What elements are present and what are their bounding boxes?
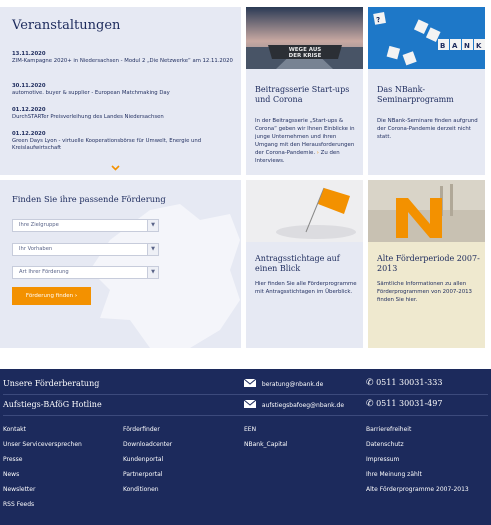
footer-link-foerderfinder[interactable]: Förderfinder [123,426,160,433]
footer-link-barrierefreiheit[interactable]: Barrierefreiheit [366,426,412,433]
bank-letters-image [368,7,485,69]
startups-tile[interactable] [246,7,363,175]
letter-n-image [368,180,485,242]
old-period-text: Sämtliche Informationen zu allen Förderprogrammen von 2007-2013 finden Sie hier. [377,281,472,303]
deadlines-text: Hier finden Sie alle Förderprogramme mit Antragsstichtagen im Überblick. [255,281,357,295]
footer-link-presse[interactable]: Presse [3,456,23,463]
events-panel [0,7,241,175]
bafoeg-email: aufstiegsbafoeg@nbank.de [261,402,345,409]
footer-link-rss[interactable]: RSS Feeds [3,501,35,508]
event-item[interactable] [12,51,236,65]
footer-link-datenschutz[interactable]: Datenschutz [366,441,404,448]
seminar-title: Das NBank-Seminarprogramm [377,85,454,104]
footer-link-meinung[interactable]: Ihre Meinung zählt [366,471,422,478]
footer-link-alte-programme[interactable]: Alte Förderprogramme 2007-2013 [366,486,469,493]
project-select[interactable] [12,243,159,256]
target-group-value: Ihre Zielgruppe [19,222,59,228]
bafoeg-phone: 0511 30031-497 [376,399,443,408]
phone-icon: ✆ [366,378,374,388]
event-item[interactable] [12,107,236,121]
footer-link-service[interactable]: Unser Serviceversprechen [3,441,82,448]
bafoeg-email-link[interactable] [244,400,344,410]
deadlines-tile[interactable] [246,180,363,348]
old-period-title: Alte Förderperiode 2007-2013 [377,254,480,273]
event-date: 13.11.2020 [12,51,46,57]
chevron-right-icon: › [74,293,78,299]
seminar-text: Die NBank-Seminare finden aufgrund der Corona-Pandemie derzeit nicht statt. [377,118,478,140]
svg-text:WEGE AUS: WEGE AUS [288,47,322,53]
road-sign-image [246,7,363,69]
event-text: ZIM-Kampagne 2020+ in Niedersachsen - Modul 2 „Die Netzwerke“ am 12.11.2020 [12,58,233,64]
funding-finder-panel [0,180,241,348]
svg-text:DER KRISE: DER KRISE [288,53,322,59]
project-value: Ihr Vorhaben [19,246,53,252]
events-title: Veranstaltungen [12,18,121,33]
startups-text [255,117,359,165]
phone-icon: ✆ [366,399,374,409]
deadlines-title: Antragsstichtage auf einen Blick [255,254,340,273]
find-funding-button[interactable] [12,287,91,305]
footer-link-newsletter[interactable]: Newsletter [3,486,36,493]
footer-divider [3,415,488,416]
footer-link-nbank-capital[interactable]: NBank_Capital [244,441,288,448]
target-group-select[interactable] [12,219,159,232]
startups-title: Beitragsserie Start-ups und Corona [255,85,350,104]
footer-link-impressum[interactable]: Impressum [366,456,400,463]
footer-link-partnerportal[interactable]: Partnerportal [123,471,163,478]
event-item[interactable] [12,131,236,152]
advice-email-link[interactable] [244,379,323,389]
caret-down-icon: ▼ [147,220,158,231]
footer-link-downloadcenter[interactable]: Downloadcenter [123,441,173,448]
funding-type-select[interactable] [12,266,159,279]
envelope-icon [244,400,256,410]
footer-link-konditionen[interactable]: Konditionen [123,486,159,493]
bafoeg-phone-link[interactable] [366,399,442,409]
caret-down-icon: ▼ [147,244,158,255]
svg-text:A: A [452,42,458,50]
startups-text-body: In der Beitragsserie „Start-ups & Corona“ geben wir Ihnen Einblicke in junge Unternehmen und ihren Umgang mit den Herausforderungen der Corona-Pandemie. [255,118,355,156]
envelope-icon [244,379,256,389]
bafoeg-label: Aufstiegs-BAföG Hotline [3,400,102,409]
footer-divider [3,394,488,395]
svg-text:?: ? [375,15,382,25]
footer-link-news[interactable]: News [3,471,20,478]
svg-text:N: N [464,42,470,50]
caret-down-icon: ▼ [147,267,158,278]
advice-phone-link[interactable] [366,378,442,388]
svg-text:B: B [440,42,446,50]
funding-type-value: Art Ihrer Förderung [19,269,69,275]
event-date: 30.11.2020 [12,83,46,89]
finder-title: Finden Sie ihre passende Förderung [12,194,166,204]
chevron-down-icon[interactable] [111,165,120,173]
seminar-tile[interactable] [368,7,485,175]
footer [0,369,491,525]
event-text: automotive. buyer & supplier - European Matchmaking Day [12,90,170,96]
event-date: 01.12.2020 [12,107,46,113]
event-text: DurchSTARTer Preisverleihung des Landes Niedersachsen [12,114,164,120]
find-funding-label: Förderung finden [25,293,74,299]
advice-phone: 0511 30031-333 [376,378,443,387]
advice-label: Unsere Förderberatung [3,379,100,388]
footer-link-kontakt[interactable]: Kontakt [3,426,26,433]
event-item[interactable] [12,83,236,97]
flag-image [246,180,363,242]
advice-email: beratung@nbank.de [261,381,324,388]
event-text: Green Days Lyon - virtuelle Kooperationsbörse für Umwelt, Energie und Kreislaufwirtschaft [12,138,202,151]
svg-text:K: K [476,42,482,50]
footer-link-kundenportal[interactable]: Kundenportal [123,456,164,463]
footer-link-een[interactable]: EEN [244,426,257,433]
old-period-tile[interactable] [368,180,485,348]
startups-link[interactable]: Zu den Interviews. [255,150,340,164]
arrow-right-icon: › [316,150,319,156]
event-date: 01.12.2020 [12,131,46,137]
